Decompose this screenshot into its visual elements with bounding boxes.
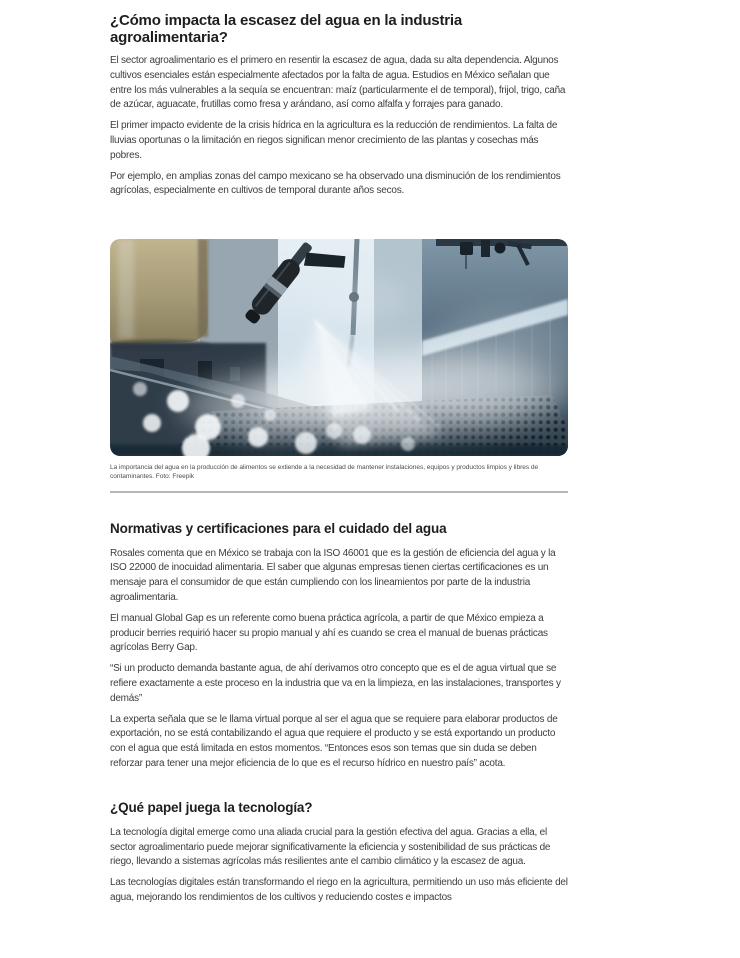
paragraph: Rosales comenta que en México se trabaja con la ISO 46001 que es la gestión de eficiencia del agua y la ISO 22000 de inocuidad alimentaria. El saber que algunas empresas tienen ciertas certificaciones es un mensaje para el consumidor de que están cumpliendo con los lineamientos por parte de la industria agroalimentaria.	[110, 547, 556, 603]
paragraph: El sector agroalimentario es el primero en resentir la escasez de agua, dada su alta dependencia. Algunos cultivos esenciales están especialmente afectados por la falta de agua. Estudios en México señalan que entre los más vulnerables a la sequía se encuentran: maíz (particularmente el de temporal), frijol, trigo, caña de azúcar, aguacate, frutillas como fresa y arándano, así como alfalfa y forrajes para ganado.	[110, 55, 566, 111]
paragraph: El primer impacto evidente de la crisis hídrica en la agricultura es la reducción de rendimientos. La falta de lluvias oportunas o la limitación en riegos significan menor crecimiento de las plantas y cosechas más pobres.	[110, 120, 558, 161]
article-figure	[110, 239, 568, 492]
image-caption: La importancia del agua en la producción de alimentos se extiende a la necesidad de mantener instalaciones, equipos y productos limpios y libres de contaminantes. Foto: Freepik	[110, 464, 539, 481]
section-heading: ¿Qué papel juega la tecnología?	[110, 799, 313, 815]
paragraph: El manual Global Gap es un referente como buena práctica agrícola, a partir de que México empieza a producir berries requirió hacer su propio manual y ahí es cuando se crea el manual de buenas prácticas agrícolas Berry Gap.	[110, 612, 548, 654]
paragraph: La experta señala que se le llama virtual porque al ser el agua que se requiere para elaborar productos de exportación, no se está contabilizando el agua que requiere el producto y se está exportando un producto con el agua que está limitada en estos momentos. “Entonces esos son temas que sin duda se deben reforzar para tener una mejor eficiencia de lo que es el recurso hídrico en nuestro país” acota.	[110, 713, 558, 769]
article-heading: ¿Cómo impacta la escasez del agua en la industria agroalimentaria?	[110, 12, 462, 46]
section-heading: Normativas y certificaciones para el cuidado del agua	[110, 520, 447, 536]
section-impacto-escasez	[110, 13, 568, 199]
paragraph: Las tecnologías digitales están transformando el riego en la agricultura, permitiendo un uso más eficiente del agua, mejorando los rendimientos de los cultivos y reduciendo costes e impactos	[110, 877, 568, 903]
article	[110, 0, 568, 906]
section-divider	[110, 491, 568, 493]
paragraph: La tecnología digital emerge como una aliada crucial para la gestión efectiva del agua. Gracias a ella, el sector agroalimentario puede mejorar significativamente la eficiencia y sostenibilidad de sus prácticas de riego, llevando a sistemas agrícolas más resilientes ante el cambio climático y la escasez de agua.	[110, 826, 551, 868]
article-image	[110, 239, 568, 456]
section-normativas	[110, 521, 568, 772]
paragraph: “Si un producto demanda bastante agua, de ahí derivamos otro concepto que es el de agua virtual que se refiere exactamente a este proceso en la industria que va en la limpieza, en las instalaciones, transportes y demás”	[110, 663, 561, 704]
section-tecnologia	[110, 800, 568, 906]
paragraph: Por ejemplo, en amplias zonas del campo mexicano se ha observado una disminución de los rendimientos agrícolas, especialmente en cultivos de temporal durante años secos.	[110, 170, 561, 197]
